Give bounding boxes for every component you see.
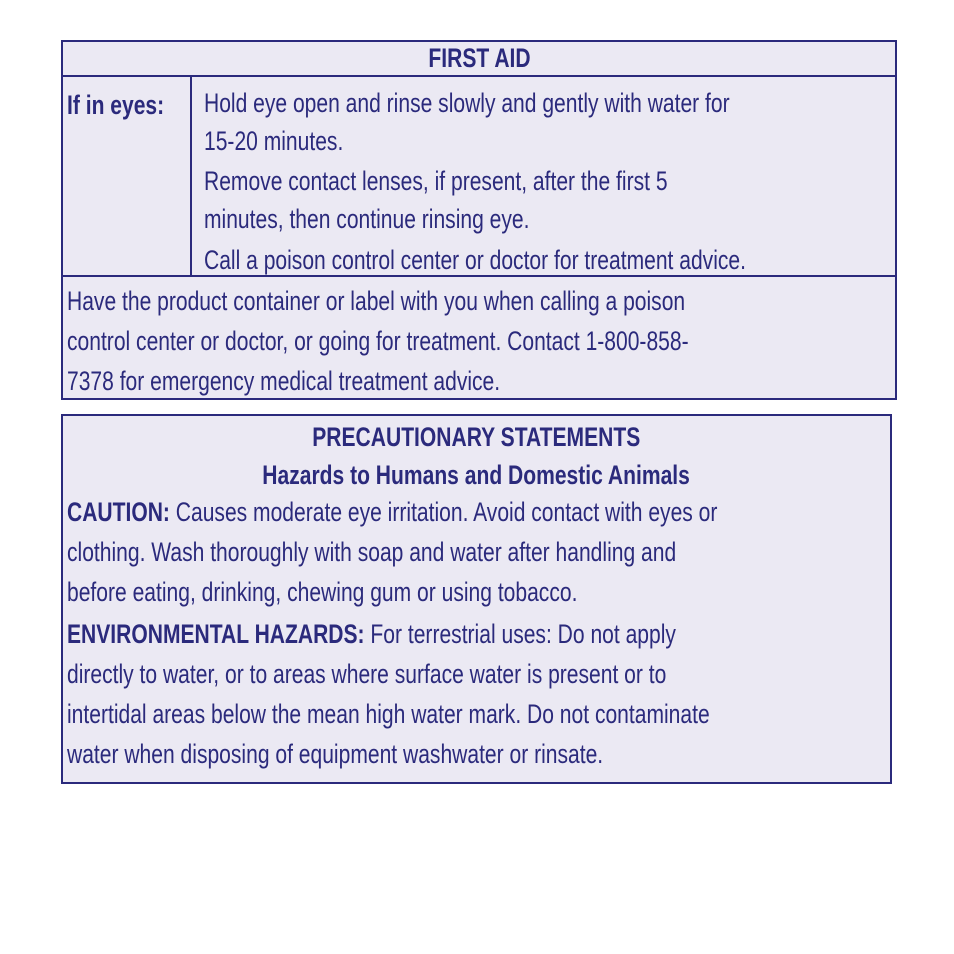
caution-line: clothing. Wash thoroughly with soap and water after handling and [67, 537, 677, 567]
env-line: water when disposing of equipment washwater or rinsate. [67, 739, 604, 769]
eyes-label-cell [63, 77, 192, 275]
eyes-line: minutes, then continue rinsing eye. [204, 204, 530, 234]
caution-label: CAUTION: [67, 497, 170, 527]
precautionary-title: PRECAUTIONARY STATEMENTS [312, 422, 641, 452]
caution-line: before eating, drinking, chewing gum or using tobacco. [67, 577, 578, 607]
eyes-line: Call a poison control center or doctor for treatment advice. [204, 245, 746, 275]
note-line: control center or doctor, or going for treatment. Contact 1-800-858- [67, 326, 689, 356]
eyes-line: Hold eye open and rinse slowly and gently with water for [204, 88, 730, 118]
note-line: 7378 for emergency medical treatment advice. [67, 366, 501, 396]
first-aid-title: FIRST AID [63, 42, 895, 77]
first-aid-divider [63, 275, 895, 277]
env-line: ENVIRONMENTAL HAZARDS: For terrestrial uses: Do not apply [67, 619, 676, 649]
eyes-label: If in eyes: [67, 90, 165, 120]
eyes-line: Remove contact lenses, if present, after the first 5 [204, 166, 668, 196]
eyes-instructions [204, 77, 888, 275]
env-line: intertidal areas below the mean high water mark. Do not contaminate [67, 699, 710, 729]
eyes-line: 15-20 minutes. [204, 126, 344, 156]
env-hazards-label: ENVIRONMENTAL HAZARDS: [67, 619, 365, 649]
precautionary-box [61, 414, 892, 784]
precautionary-subtitle: Hazards to Humans and Domestic Animals [262, 460, 691, 490]
env-line: directly to water, or to areas where surface water is present or to [67, 659, 667, 689]
first-aid-box [61, 40, 897, 400]
note-line: Have the product container or label with you when calling a poison [67, 286, 686, 316]
caution-line: CAUTION: Causes moderate eye irritation. Avoid contact with eyes or [67, 497, 718, 527]
